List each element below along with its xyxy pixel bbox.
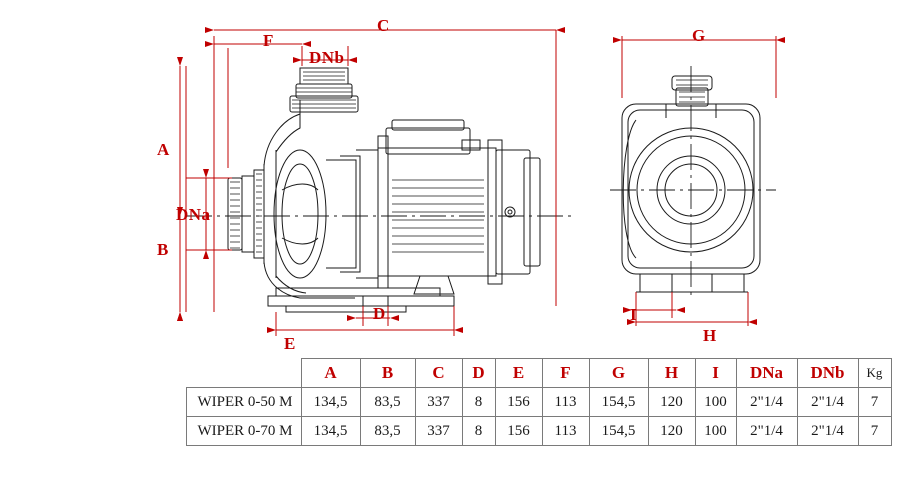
cell-C: 337 bbox=[415, 417, 462, 446]
cell-DNb: 2"1/4 bbox=[797, 388, 858, 417]
dimension-label-H: H bbox=[703, 326, 717, 345]
table-header-F: F bbox=[542, 359, 589, 388]
cell-A: 134,5 bbox=[301, 417, 360, 446]
table-row bbox=[187, 388, 892, 417]
cell-F: 113 bbox=[542, 417, 589, 446]
table-header-I: I bbox=[695, 359, 736, 388]
cell-A: 134,5 bbox=[301, 388, 360, 417]
table-header-A: A bbox=[301, 359, 360, 388]
cell-C: 337 bbox=[415, 388, 462, 417]
cell-G: 154,5 bbox=[589, 417, 648, 446]
cell-kg: 7 bbox=[858, 417, 891, 446]
dimension-label-D: D bbox=[373, 304, 386, 323]
table-header-D: D bbox=[462, 359, 495, 388]
cell-D: 8 bbox=[462, 388, 495, 417]
table-header-G: G bbox=[589, 359, 648, 388]
cell-DNa: 2"1/4 bbox=[736, 388, 797, 417]
table-header-H: H bbox=[648, 359, 695, 388]
cell-DNa: 2"1/4 bbox=[736, 417, 797, 446]
table-header-kg: Kg bbox=[858, 359, 891, 388]
cell-I: 100 bbox=[695, 417, 736, 446]
dimension-label-F: F bbox=[263, 31, 274, 50]
cell-I: 100 bbox=[695, 388, 736, 417]
cell-model: WIPER 0-50 M bbox=[187, 388, 302, 417]
dimension-label-I: I bbox=[630, 305, 638, 324]
table-row bbox=[187, 417, 892, 446]
dimension-label-DNa: DNa bbox=[176, 205, 211, 224]
cell-B: 83,5 bbox=[360, 388, 415, 417]
cell-H: 120 bbox=[648, 388, 695, 417]
table-header-row bbox=[187, 359, 892, 388]
table-header-E: E bbox=[495, 359, 542, 388]
cell-E: 156 bbox=[495, 388, 542, 417]
dimension-label-E: E bbox=[284, 334, 296, 353]
table-header-B: B bbox=[360, 359, 415, 388]
table-header-DNa: DNa bbox=[736, 359, 797, 388]
table-header-DNb: DNb bbox=[797, 359, 858, 388]
dimension-label-C: C bbox=[377, 16, 390, 35]
table-header-model bbox=[187, 359, 302, 388]
cell-F: 113 bbox=[542, 388, 589, 417]
cell-B: 83,5 bbox=[360, 417, 415, 446]
dimension-label-G: G bbox=[692, 26, 706, 45]
cell-D: 8 bbox=[462, 417, 495, 446]
cell-model: WIPER 0-70 M bbox=[187, 417, 302, 446]
specifications-table bbox=[186, 358, 892, 446]
cell-G: 154,5 bbox=[589, 388, 648, 417]
cell-DNb: 2"1/4 bbox=[797, 417, 858, 446]
dimension-label-DNb-side: DNb bbox=[309, 48, 345, 67]
table-header-C: C bbox=[415, 359, 462, 388]
cell-H: 120 bbox=[648, 417, 695, 446]
dimension-label-A: A bbox=[157, 140, 170, 159]
cell-E: 156 bbox=[495, 417, 542, 446]
dimension-label-B: B bbox=[157, 240, 169, 259]
cell-kg: 7 bbox=[858, 388, 891, 417]
